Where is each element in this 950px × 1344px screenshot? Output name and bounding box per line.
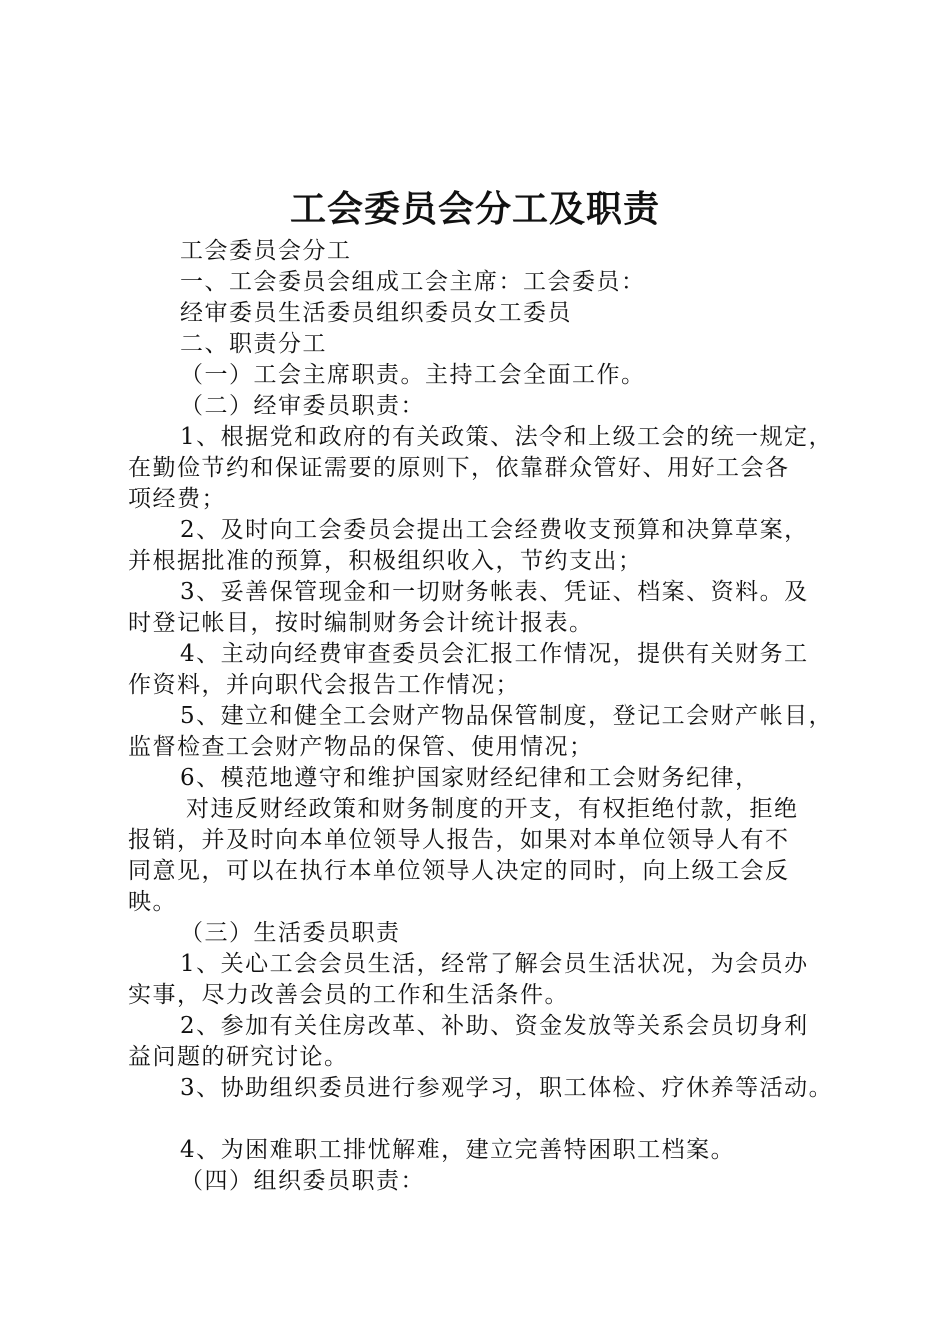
paragraph-line: 在勤俭节约和保证需要的原则下，依靠群众管好、用好工会各 [128,455,790,481]
document-body [128,236,848,1197]
paragraph-line: 并根据批准的预算，积极组织收入，节约支出； [128,548,643,574]
paragraph-line: 2、及时向工会委员会提出工会经费收支预算和决算草案， [180,517,809,543]
paragraph-line: 二、职责分工 [180,331,327,357]
document-title: 工会委员会分工及职责 [289,188,660,230]
paragraph-line: 6、模范地遵守和维护国家财经纪律和工会财务纪律， [180,765,760,791]
paragraph-line: 1、根据党和政府的有关政策、法令和上级工会的统一规定， [180,424,834,450]
paragraph-line: 5、建立和健全工会财产物品保管制度，登记工会财产帐目， [180,703,834,729]
section-heading: （三）生活委员职责 [180,920,401,946]
paragraph-line: 4、为困难职工排忧解难，建立完善特困职工档案。 [180,1137,736,1163]
paragraph-line: 实事，尽力改善会员的工作和生活条件。 [128,982,569,1008]
paragraph-line: 4、主动向经费审查委员会汇报工作情况，提供有关财务工 [180,641,809,667]
paragraph-line: 经审委员生活委员组织委员女工委员 [180,300,572,326]
section-heading: （四）组织委员职责： [180,1168,425,1194]
paragraph-line: 报销，并及时向本单位领导人报告，如果对本单位领导人有不 [128,827,790,853]
paragraph-line: 作资料，并向职代会报告工作情况； [128,672,520,698]
paragraph-line: 益问题的研究讨论。 [128,1044,349,1070]
section-heading: （二）经审委员职责： [180,393,425,419]
paragraph-line: 2、参加有关住房改革、补助、资金发放等关系会员切身利 [180,1013,809,1039]
paragraph-line: 3、协助组织委员进行参观学习，职工体检、疗休养等活动。 [180,1075,834,1101]
paragraph-line: 对违反财经政策和财务制度的开支，有权拒绝付款，拒绝 [186,796,799,822]
paragraph-line: 监督检查工会财产物品的保管、使用情况； [128,734,594,760]
paragraph-line: 时登记帐目，按时编制财务会计统计报表。 [128,610,594,636]
paragraph-line: 项经费； [128,486,226,512]
paragraph-line: 工会委员会分工 [180,238,352,264]
paragraph-line: 映。 [128,889,177,915]
blank-line [128,1104,848,1135]
paragraph-line: 3、妥善保管现金和一切财务帐表、凭证、档案、资料。及 [180,579,809,605]
section-heading: （一）工会主席职责。主持工会全面工作。 [180,362,646,388]
paragraph-line: 1、关心工会会员生活，经常了解会员生活状况，为会员办 [180,951,809,977]
paragraph-line: 一、工会委员会组成工会主席：工会委员： [180,269,646,295]
paragraph-line: 同意见，可以在执行本单位领导人决定的同时，向上级工会反 [128,858,790,884]
